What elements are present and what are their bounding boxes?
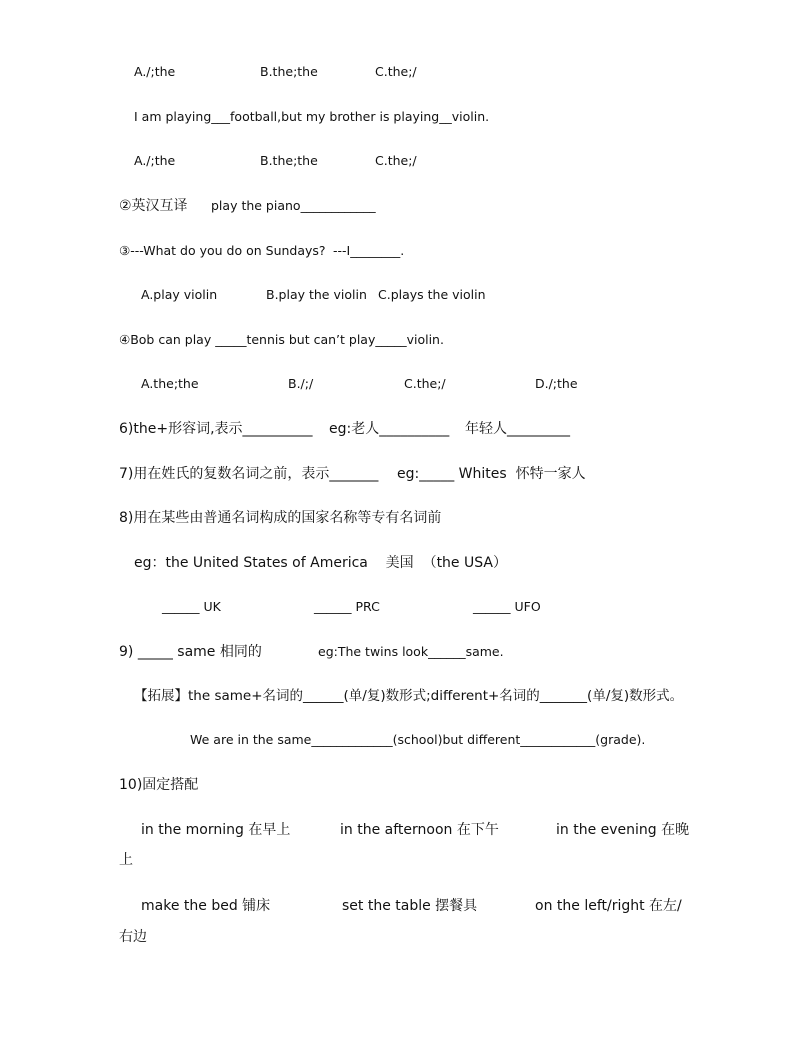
rule6-eg-young: 年轻人_________ [465, 421, 570, 437]
rule9-eg: eg:The twins look______same. [318, 644, 504, 659]
item3-answer: ---I________. [333, 243, 405, 258]
rule8-blank-uk: ______ UK [162, 599, 221, 614]
rule7-eg: eg:_____ Whites 怀特一家人 [397, 466, 586, 482]
item2-label: ②英汉互译 [119, 198, 188, 214]
item4-option-c: C.the;/ [404, 376, 446, 391]
item3-question: ③---What do you do on Sundays? [119, 243, 326, 258]
collocation-afternoon: in the afternoon 在下午 [340, 822, 499, 838]
rule10-title: 10)固定搭配 [119, 777, 199, 793]
collocation-evening: in the evening 在晚 [556, 822, 690, 838]
rule8-text: 8)用在某些由普通名词构成的国家名称等专有名词前 [119, 510, 442, 526]
collocation-left-right: on the left/right 在左/ [535, 898, 682, 914]
rule6-eg-old: eg:老人__________ [329, 421, 450, 437]
collocation-left-right-wrap: 右边 [119, 929, 147, 945]
rule9-text: 9) _____ same 相同的 [119, 644, 262, 660]
q1-option-a: A./;the [134, 64, 176, 79]
rule8-example: eg：the United States of America 美国 （the USA） [134, 555, 507, 571]
collocation-make-bed: make the bed 铺床 [141, 898, 271, 914]
rule6-text: 6)the+形容词,表示__________ [119, 421, 313, 437]
item3-option-a: A.play violin [141, 287, 218, 302]
item4-option-a: A.the;the [141, 376, 199, 391]
item2-text: play the piano____________ [211, 198, 376, 213]
item3-option-b: B.play the violin [266, 287, 367, 302]
item4-question: ④Bob can play _____tennis but can’t play_____violin. [119, 332, 444, 347]
collocation-morning: in the morning 在早上 [141, 822, 291, 838]
extension-example: We are in the same_____________(school)but different____________(grade). [190, 732, 646, 747]
q2-option-c: C.the;/ [375, 153, 417, 168]
rule8-blank-ufo: ______ UFO [473, 599, 541, 614]
item3-option-c: C.plays the violin [378, 287, 486, 302]
q2-sentence: I am playing___football,but my brother is playing__violin. [134, 109, 490, 124]
collocation-evening-wrap: 上 [119, 852, 133, 868]
item4-option-b: B./;/ [288, 376, 314, 391]
q1-option-c: C.the;/ [375, 64, 417, 79]
extension-line: 【拓展】the same+名词的______(单/复)数形式;different+名词的_______(单/复)数形式。 [134, 688, 684, 704]
q2-option-a: A./;the [134, 153, 176, 168]
item4-option-d: D./;the [535, 376, 578, 391]
q1-option-b: B.the;the [260, 64, 318, 79]
collocation-set-table: set the table 摆餐具 [342, 898, 478, 914]
rule7-text: 7)用在姓氏的复数名词之前，表示_______ [119, 466, 379, 482]
rule8-blank-prc: ______ PRC [314, 599, 380, 614]
q2-option-b: B.the;the [260, 153, 318, 168]
